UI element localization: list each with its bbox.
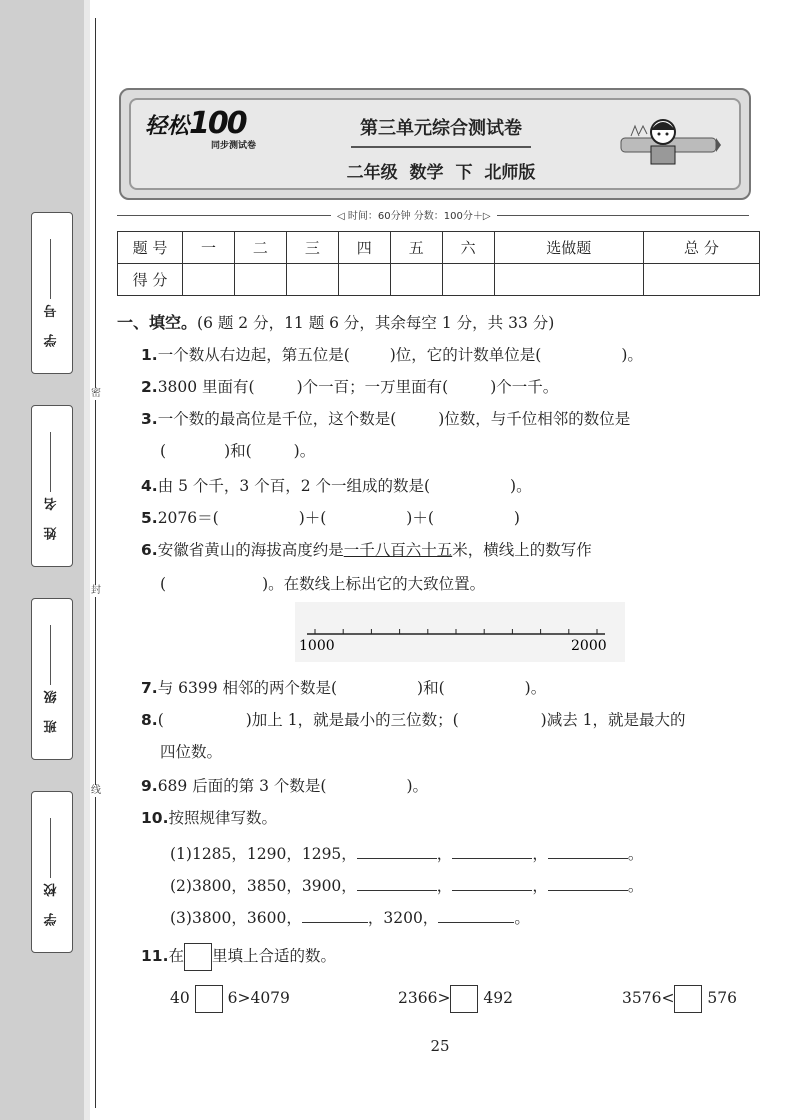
binding-mark-xian: 线 xyxy=(91,785,101,796)
question-10: 10.按照规律写数。 xyxy=(141,809,277,827)
title-rule xyxy=(351,146,531,148)
table-cell: 选做题 xyxy=(494,232,643,264)
answer-line[interactable] xyxy=(302,906,368,923)
question-8-cont: 四位数。 xyxy=(160,743,223,761)
question-6-cont: ( )。在数线上标出它的大致位置。 xyxy=(160,575,486,593)
question-6: 6.安徽省黄山的海拔高度约是一千八百六十五米，横线上的数写作 xyxy=(141,541,592,559)
answer-line[interactable] xyxy=(548,842,628,859)
table-cell: 三 xyxy=(286,232,338,264)
question-11-exercise-1: 40 6>4079 xyxy=(170,984,290,1013)
title-banner xyxy=(119,88,751,200)
binding-strip-edge xyxy=(84,0,90,1120)
section-1-heading: 一、填空。(6 题 2 分，11 题 6 分，其余每空 1 分，共 33 分) xyxy=(117,313,555,332)
student-mascot-icon xyxy=(611,110,721,180)
class-field[interactable] xyxy=(31,598,73,760)
question-7: 7.与 6399 相邻的两个数是( )和( )。 xyxy=(141,679,547,697)
table-cell: 一 xyxy=(183,232,235,264)
answer-line[interactable] xyxy=(357,842,437,859)
score-table xyxy=(117,231,760,296)
binding-line xyxy=(95,18,96,1108)
binding-mark-feng: 封 xyxy=(91,585,101,596)
score-input-cell[interactable] xyxy=(338,264,390,296)
table-cell: 总 分 xyxy=(643,232,759,264)
question-9: 9.689 后面的第 3 个数是( )。 xyxy=(141,777,429,795)
logo: 轻松100 xyxy=(145,106,246,141)
table-cell: 五 xyxy=(390,232,442,264)
question-1: 1.一个数从右边起，第五位是( )位，它的计数单位是( )。 xyxy=(141,346,643,364)
score-input-cell[interactable] xyxy=(390,264,442,296)
student-id-field[interactable] xyxy=(31,212,73,374)
answer-line[interactable] xyxy=(452,842,532,859)
score-input-cell[interactable] xyxy=(234,264,286,296)
answer-line[interactable] xyxy=(548,874,628,891)
table-cell: 六 xyxy=(442,232,494,264)
page-number: 25 xyxy=(430,1037,450,1055)
table-cell: 二 xyxy=(234,232,286,264)
score-table-header-row xyxy=(118,232,760,264)
question-10-line-1: (1)1285，1290，1295， ， ， 。 xyxy=(170,842,643,864)
score-input-cell[interactable] xyxy=(183,264,235,296)
number-line-start-label: 1000 xyxy=(299,638,335,654)
answer-line[interactable] xyxy=(452,874,532,891)
test-title: 第三单元综合测试卷 xyxy=(360,118,522,139)
question-5: 5.2076＝( )＋( )＋( ) xyxy=(141,509,520,527)
table-cell: 得 分 xyxy=(118,264,183,296)
answer-line[interactable] xyxy=(438,906,514,923)
class-label: 班 级 xyxy=(44,684,60,734)
question-11-exercise-2: 2366> 492 xyxy=(398,984,513,1013)
question-10-line-3: (3)3800，3600， ，3200， 。 xyxy=(170,906,530,928)
score-input-cell[interactable] xyxy=(494,264,643,296)
score-input-cell[interactable] xyxy=(643,264,759,296)
answer-line[interactable] xyxy=(357,874,437,891)
question-2: 2.3800 里面有( )个一百；一万里面有( )个一千。 xyxy=(141,378,559,396)
student-id-label: 学 号 xyxy=(44,298,60,348)
number-line-end-label: 2000 xyxy=(571,638,607,654)
student-name-label: 姓 名 xyxy=(44,491,60,541)
binding-mark-mi: 密 xyxy=(91,388,101,399)
score-input-cell[interactable] xyxy=(286,264,338,296)
digit-box[interactable] xyxy=(195,985,223,1013)
question-10-line-2: (2)3800，3850，3900， ， ， 。 xyxy=(170,874,643,896)
score-table-score-row xyxy=(118,264,760,296)
table-cell: 四 xyxy=(338,232,390,264)
digit-box[interactable] xyxy=(674,985,702,1013)
question-8: 8.( )加上 1，就是最小的三位数；( )减去 1，就是最大的 xyxy=(141,711,686,729)
test-subtitle: 二年级 数学 下 北师版 xyxy=(346,163,536,183)
number-line[interactable] xyxy=(295,602,625,662)
example-box xyxy=(184,943,212,971)
underlined-number: 一千八百六十五 xyxy=(343,541,453,559)
question-3: 3.一个数的最高位是千位，这个数是( )位数，与千位相邻的数位是 xyxy=(141,410,631,428)
time-info: ◁ 时间：60分钟 分数：100分＋▷ xyxy=(331,207,497,222)
school-label: 学 校 xyxy=(44,877,60,927)
question-3-cont: ( )和( )。 xyxy=(160,442,316,460)
section-1-note: (6 题 2 分，11 题 6 分，其余每空 1 分，共 33 分) xyxy=(197,314,555,332)
question-4: 4.由 5 个千，3 个百，2 个一组成的数是( )。 xyxy=(141,477,532,495)
school-field[interactable] xyxy=(31,791,73,953)
table-cell: 题 号 xyxy=(118,232,183,264)
digit-box[interactable] xyxy=(450,985,478,1013)
score-input-cell[interactable] xyxy=(442,264,494,296)
question-11: 11.在 里填上合适的数。 xyxy=(141,942,336,971)
question-11-exercise-3: 3576< 576 xyxy=(622,984,737,1013)
logo-subtitle: 同步测试卷 xyxy=(211,141,257,151)
student-name-field[interactable] xyxy=(31,405,73,567)
